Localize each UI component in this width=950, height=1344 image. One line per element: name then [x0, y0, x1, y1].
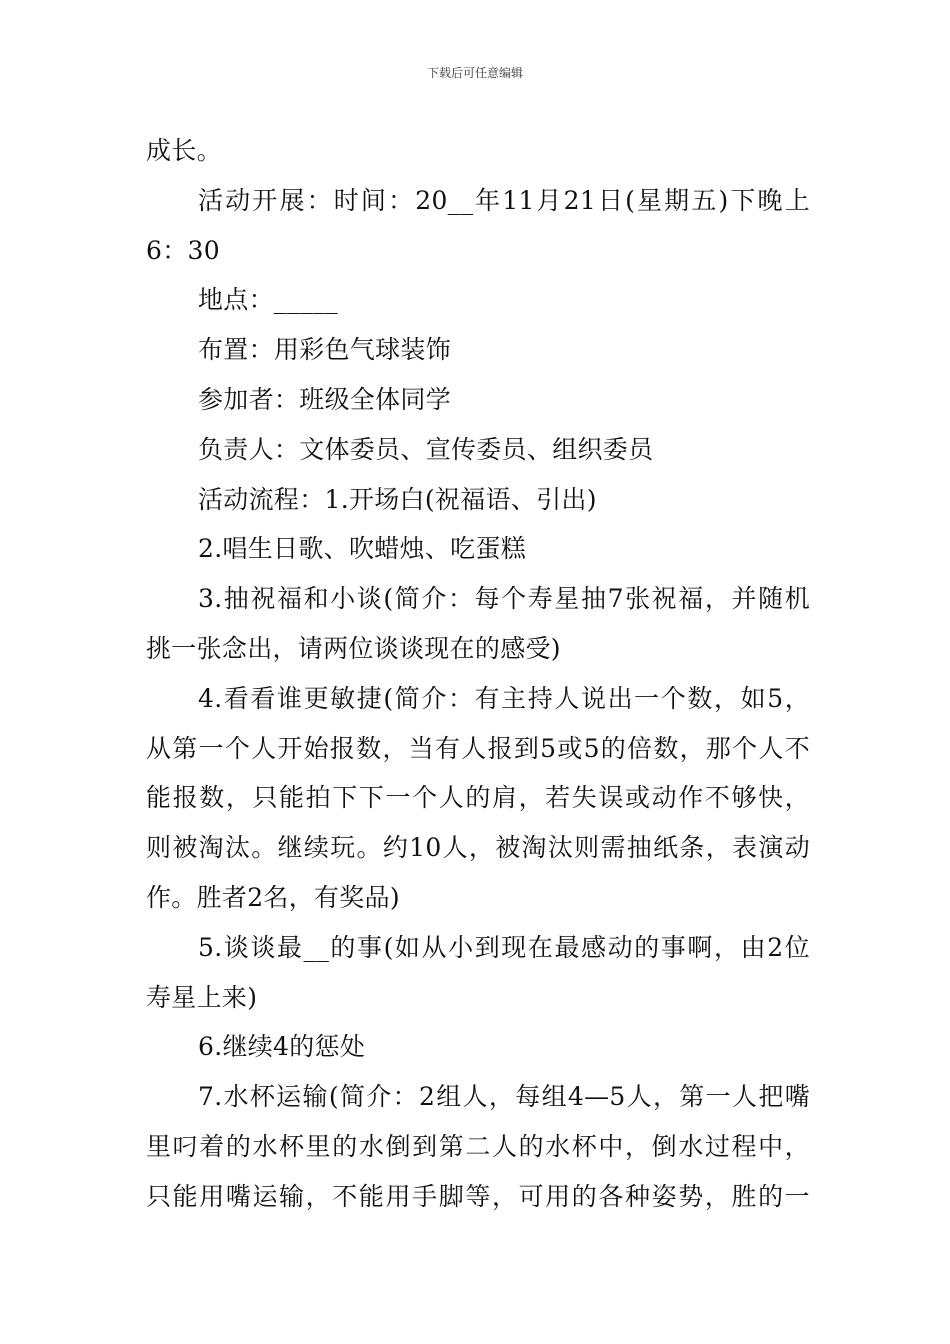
text-line: 活动流程：1.开场白(祝福语、引出)	[198, 484, 597, 514]
text-line: 3.抽祝福和小谈(简介：每个寿星抽7张祝福，并随机	[198, 584, 810, 614]
text-line: 5.谈谈最__的事(如从小到现在最感动的事啊，由2位	[198, 932, 810, 962]
text-line: 能报数，只能拍下下一个人的肩，若失误或动作不够快，	[146, 783, 810, 813]
text-line: 地点：_____	[198, 285, 338, 315]
text-line: 从第一个人开始报数，当有人报到5或5的倍数，那个人不	[146, 733, 810, 763]
text-line: 活动开展：时间：20__年11月21日(星期五)下晚上	[198, 185, 810, 215]
text-line: 作。胜者2名，有奖品)	[146, 882, 400, 912]
text-line: 6.继续4的惩处	[198, 1032, 366, 1062]
text-line: 布置：用彩色气球装饰	[198, 335, 452, 365]
text-line: 参加者：班级全体同学	[198, 384, 452, 414]
text-line: 2.唱生日歌、吹蜡烛、吃蛋糕	[198, 534, 527, 564]
text-line: 挑一张念出，请两位谈谈现在的感受)	[146, 633, 561, 663]
text-line: 4.看看谁更敏捷(简介：有主持人说出一个数，如5，	[198, 683, 810, 713]
text-line: 则被淘汰。继续玩。约10人，被淘汰则需抽纸条，表演动	[146, 833, 810, 863]
document-body	[146, 126, 810, 1222]
text-line: 只能用嘴运输，不能用手脚等，可用的各种姿势，胜的一	[146, 1181, 810, 1211]
text-line: 成长。	[146, 136, 222, 165]
text-line: 负责人：文体委员、宣传委员、组织委员	[198, 434, 654, 464]
text-line: 7.水杯运输(简介：2组人，每组4—5人，第一人把嘴	[198, 1082, 810, 1112]
text-line: 里叼着的水杯里的水倒到第二人的水杯中，倒水过程中，	[146, 1131, 810, 1161]
text-line: 6：30	[146, 235, 220, 265]
page-header: 下载后可任意编辑	[426, 66, 523, 80]
text-line: 寿星上来)	[146, 982, 258, 1012]
